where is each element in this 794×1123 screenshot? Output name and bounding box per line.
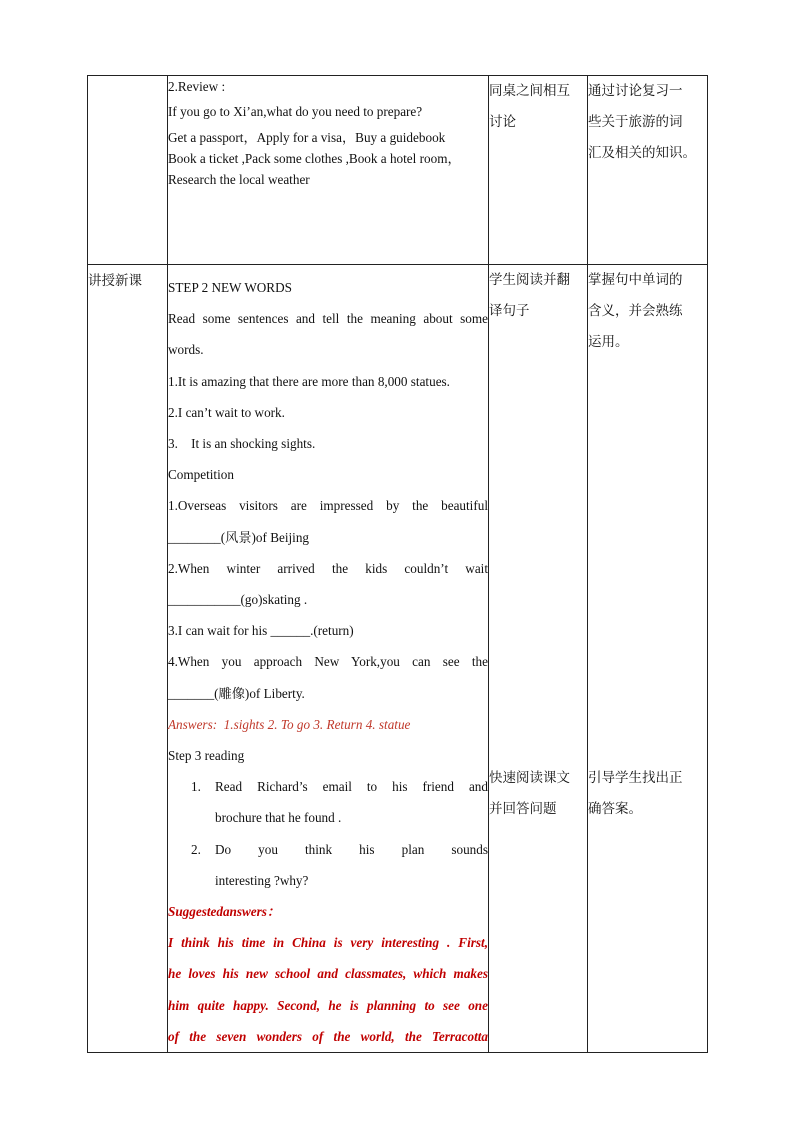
lesson-plan-table [87,75,708,1053]
purpose-line: 确答案。 [588,801,642,817]
purpose-line: 汇及相关的知识。 [588,145,696,161]
review-answer-line: Get a passport，Apply for a visa，Buy a guidebook [168,130,446,145]
competition-label: Competition [168,467,234,483]
competition-line: ________(风景)of Beijing [168,529,310,545]
review-heading: 2.Review : [168,79,226,94]
stage-label: 讲授新课 [88,273,142,289]
step3-title: Step 3 reading [168,748,245,764]
student-activity-line: 同桌之间相互 [489,83,570,99]
purpose-line: 引导学生找出正 [588,770,683,786]
step2-title: STEP 2 NEW WORDS [168,280,292,295]
competition-line: 2.When winter arrived the kids couldn’t wait [168,560,488,576]
student-activity-cell [489,265,588,1053]
intro-line: words. [168,342,204,358]
stage-cell [88,265,168,1053]
suggested-answer-line: I think his time in China is very interesting . First, [168,935,488,951]
suggested-answer-line: of the seven wonders of the world, the Terracotta [168,1028,488,1044]
reading-item [168,834,488,865]
example-sentence: 3. It is an shocking sights. [168,436,316,452]
table-row [88,265,708,1053]
competition-line: 3.I can wait for his ______.(return) [168,623,354,639]
purpose-cell [588,265,708,1053]
competition-line: ___________(go)skating . [168,592,308,608]
review-answer-line: Book a ticket ,Pack some clothes ,Book a hotel room， [168,151,461,166]
suggested-answer-line: him quite happy. Second, he is planning to see one [168,997,488,1013]
purpose-cell [588,76,708,265]
example-sentence: 1.It is amazing that there are more than 8,000 statues. [168,373,450,389]
review-answer-line: Research the local weather [168,172,310,187]
intro-line: Read some sentences and tell the meaning about some [168,311,488,327]
reading-item-line: brochure that he found . [215,810,342,826]
reading-item-line: interesting ?why? [215,872,309,888]
table-row [88,76,708,265]
stage-cell [88,76,168,265]
purpose-line: 些关于旅游的词 [588,114,683,130]
purpose-line: 掌握句中单词的 [588,272,683,288]
example-sentence: 2.I can’t wait to work. [168,404,285,420]
content-cell [168,265,489,1053]
purpose-line: 通过讨论复习一 [588,83,683,99]
purpose-line: 含义，并会熟练 [588,303,683,319]
suggested-answers-label: Suggestedanswers： [168,904,281,920]
student-activity-line: 译句子 [489,303,530,319]
purpose-line: 运用。 [588,334,629,350]
student-activity-line: 学生阅读并翻 [489,272,570,288]
student-activity-line: 快速阅读课文 [489,770,570,786]
student-activity-cell [489,76,588,265]
answers-line: Answers: 1.sights 2. To go 3. Return 4. statue [168,716,411,732]
student-activity-line: 讨论 [489,114,516,130]
competition-line: 4.When you approach New York,you can see the [168,654,488,670]
reading-item-number: 1. [191,779,201,795]
reading-item-number: 2. [191,841,201,857]
reading-item [168,771,488,802]
competition-line: 1.Overseas visitors are impressed by the beautiful [168,498,488,514]
student-activity-line: 并回答问题 [489,801,557,817]
content-cell [168,76,489,265]
reading-item-line: Read Richard’s email to his friend and [215,779,488,795]
competition-line: _______(雕像)of Liberty. [168,685,305,701]
reading-item-line: Do you think his plan sounds [215,841,488,857]
review-question: If you go to Xi’an,what do you need to prepare? [168,104,423,119]
suggested-answer-line: he loves his new school and classmates, which makes [168,966,488,982]
